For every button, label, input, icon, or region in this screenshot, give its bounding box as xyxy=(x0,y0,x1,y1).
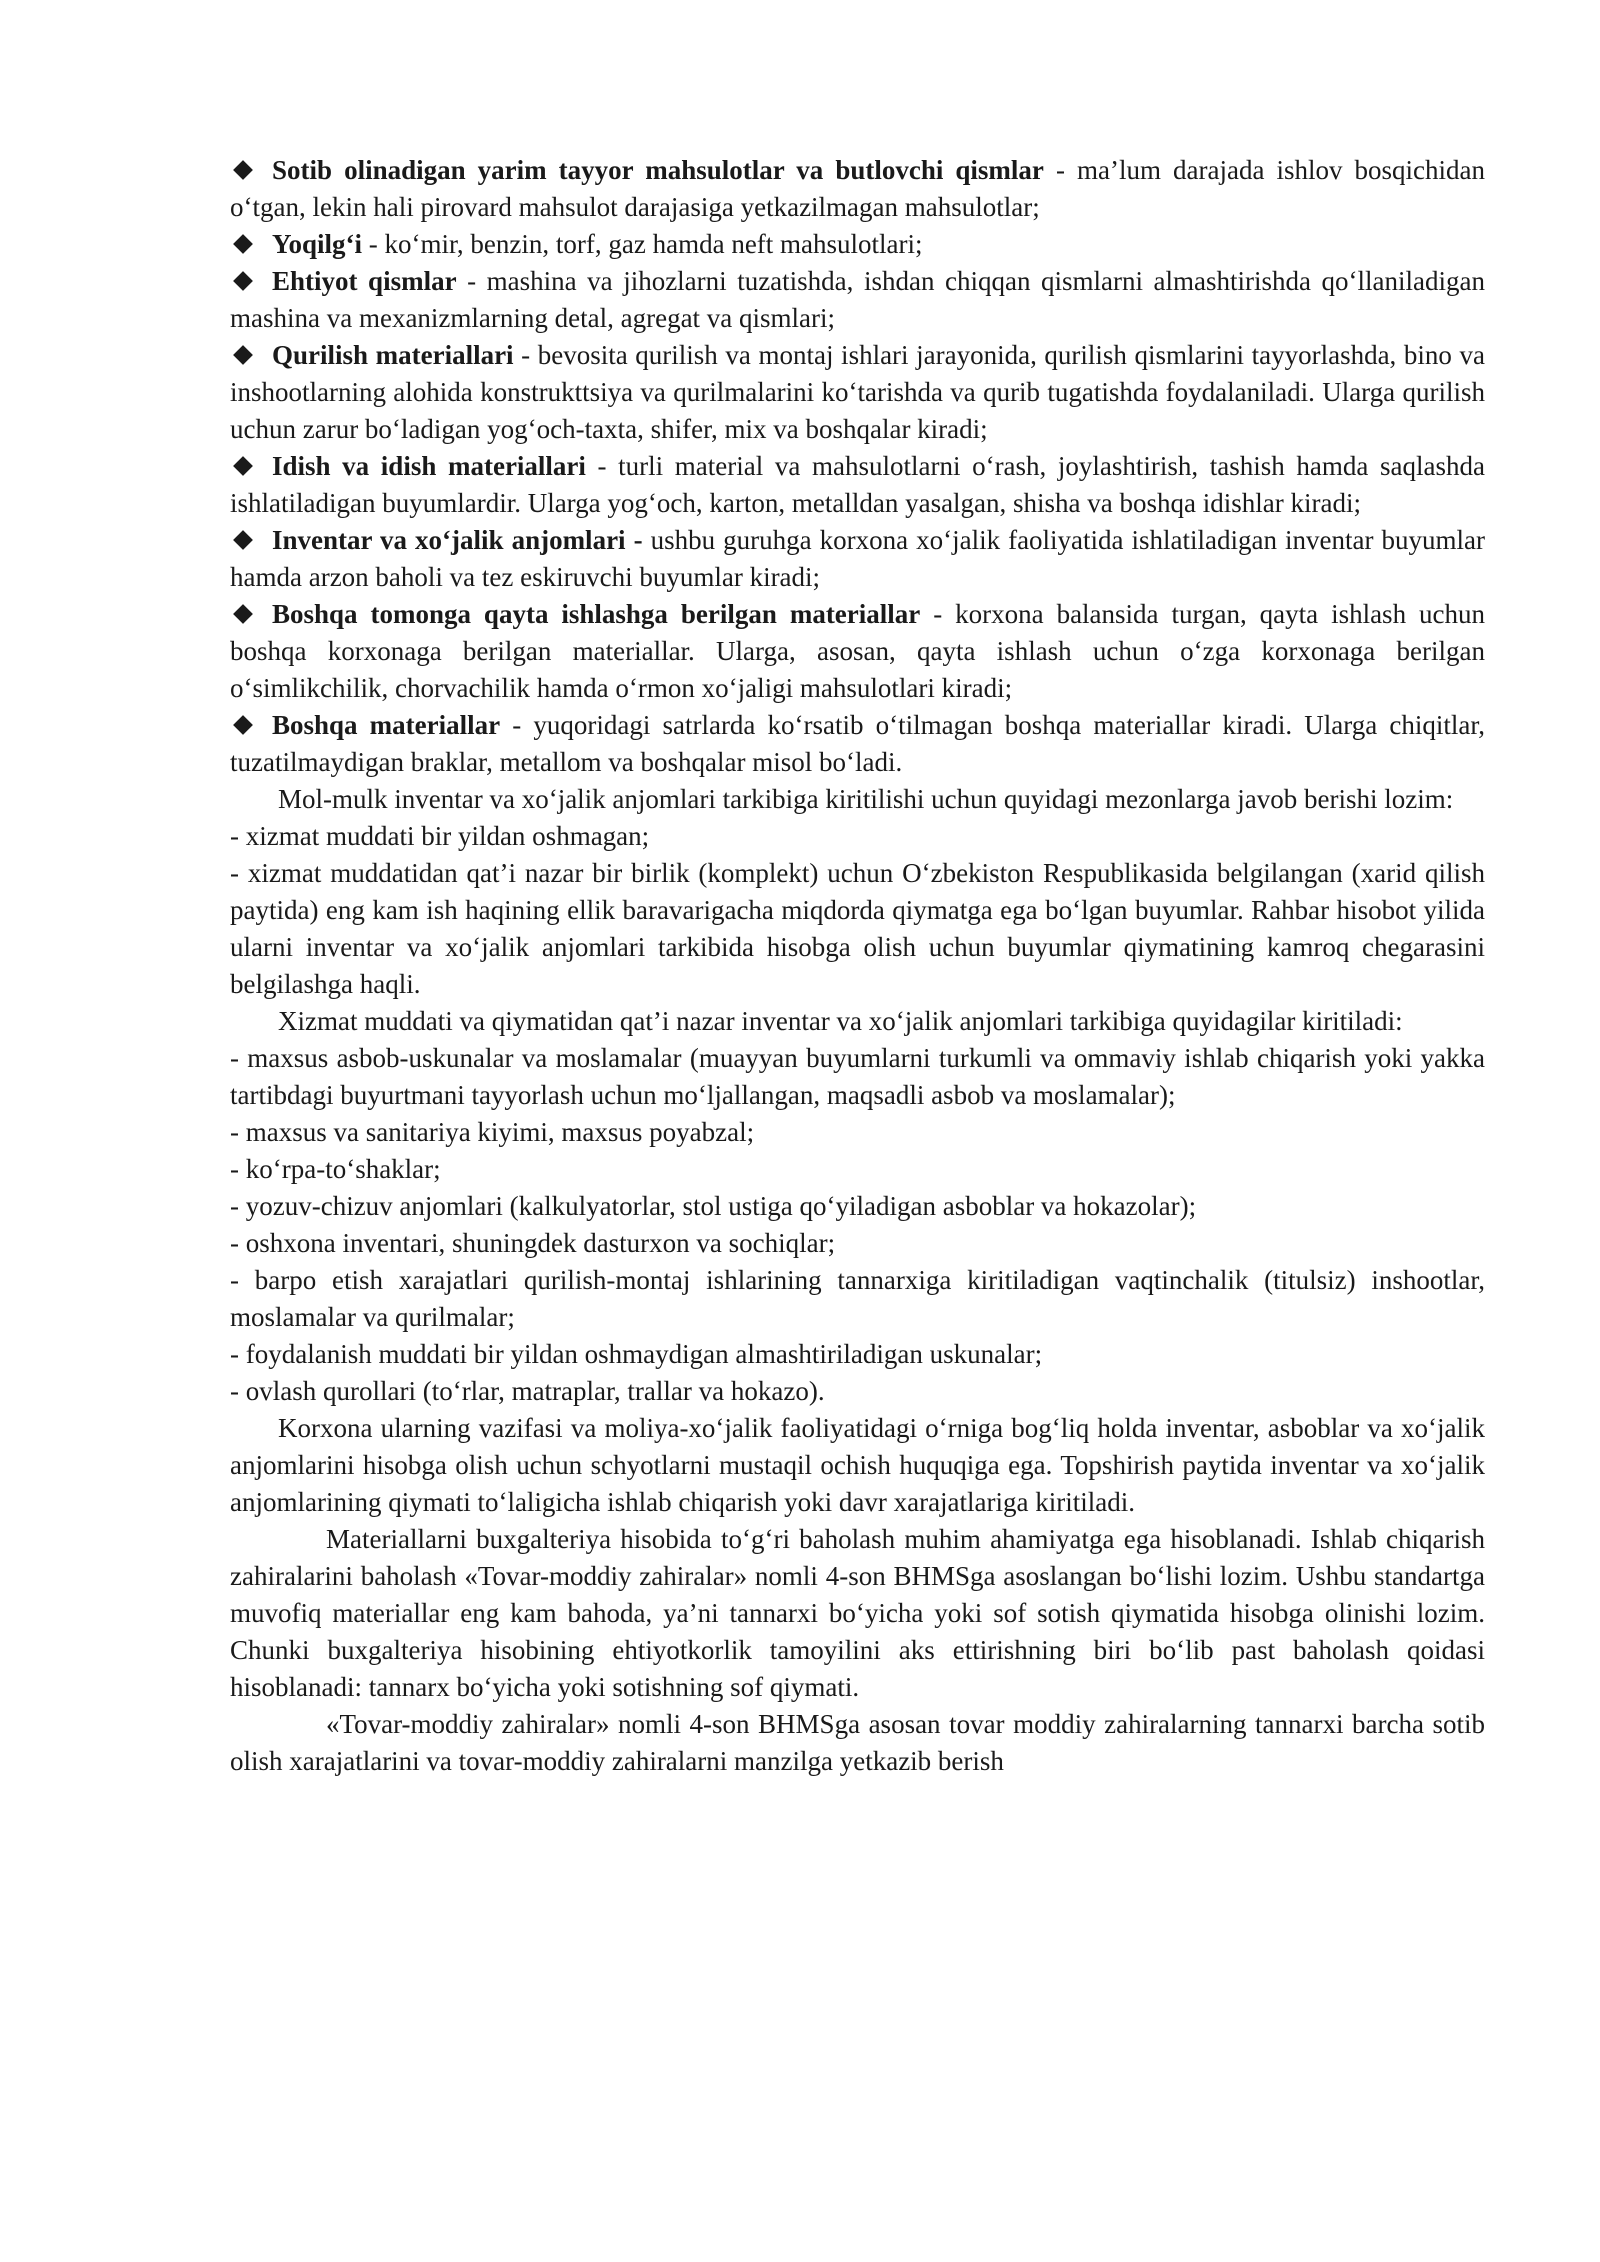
bullet-text: - turli material va mahsulotlarni o‘rash, joylashtirish, tashish hamda saqlashda ishlatiladigan buyumlardir. Ularga yog‘och, karton, metalldan yasalgan, shisha va boshqa idishlar kiradi; xyxy=(230,451,1485,518)
bullet-text: - bevosita qurilish va montaj ishlari jarayonida, qurilish qismlarini tayyorlashda, bino va inshootlarning alohida konstrukttsiya va qurilmalarini ko‘tarishda va qurib tugatishda foydalaniladi. Ularga qurilish uchun zarur bo‘ladigan yog‘och-taxta, shifer, mix va boshqalar kiradi; xyxy=(230,340,1485,444)
diamond-bullet-icon xyxy=(233,715,253,735)
diamond-bullet-icon xyxy=(233,456,253,476)
paragraph-tovar: «Tovar-moddiy zahiralar» nomli 4-son BHMSga asosan tovar moddiy zahiralarning tannarxi barcha sotib olish xarajatlarini va tovar-moddiy zahiralarni manzilga yetkazib berish xyxy=(230,1709,1485,1776)
bullet-term: Yoqilg‘i xyxy=(272,229,363,259)
bullet-item xyxy=(230,707,1485,781)
bullet-item xyxy=(230,263,1485,337)
bullet-term: Idish va idish materiallari xyxy=(272,451,586,481)
bullet-item xyxy=(230,226,1485,263)
bullet-text: - mashina va jihozlarni tuzatishda, ishdan chiqqan qismlarni almashtirishda qo‘llaniladigan mashina va mexanizmlarning detal, agregat va qismlari; xyxy=(230,266,1485,333)
bullet-item xyxy=(230,522,1485,596)
diamond-bullet-icon xyxy=(233,234,253,254)
paragraph-korxona: Korxona ularning vazifasi va moliya-xo‘jalik faoliyatidagi o‘rniga bog‘liq holda inventar, asboblar va xo‘jalik anjomlarini hisobga olish uchun schyotlarni mustaqil ochish huquqiga ega. Topshirish paytida inventar va xo‘jalik anjomlarining qiymati to‘laligicha ishlab chiqarish yoki davr xarajatlariga kiritiladi. xyxy=(230,1413,1485,1517)
bullet-term: Sotib olinadigan yarim tayyor mahsulotlar va butlovchi qismlar xyxy=(272,155,1044,185)
diamond-bullet-icon xyxy=(233,530,253,550)
diamond-bullet-icon xyxy=(233,345,253,365)
bullet-text: - yuqoridagi satrlarda ko‘rsatib o‘tilmagan boshqa materiallar kiradi. Ularga chiqitlar, tuzatilmaydigan braklar, metallom va boshqalar misol bo‘ladi. xyxy=(230,710,1485,777)
bullet-text: ushbu guruhga korxona xo‘jalik faoliyatida ishlatiladigan inventar buyumlar hamda arzon baholi va tez eskiruvchi buyumlar kiradi; xyxy=(230,525,1485,592)
list-item: - barpo etish xarajatlari qurilish-montaj ishlarining tannarxiga kiritiladigan vaqtinchalik (titulsiz) inshootlar, moslamalar va qurilmalar; xyxy=(230,1265,1485,1332)
list-item: - maxsus asbob-uskunalar va moslamalar (muayyan buyumlarni turkumli va ommaviy ishlab chiqarish yoki yakka tartibdagi buyurtmani tayyorlash uchun mo‘ljallangan, maqsadli asbob va moslamalar); xyxy=(230,1043,1485,1110)
criteria-item: - xizmat muddati bir yildan oshmagan; xyxy=(230,821,650,851)
list-item: - yozuv-chizuv anjomlari (kalkulyatorlar, stol ustiga qo‘yiladigan asboblar va hokazolar); xyxy=(230,1191,1197,1221)
diamond-bullet-icon xyxy=(233,604,253,624)
diamond-bullet-icon xyxy=(233,160,253,180)
paragraph-molmulk: Mol-mulk inventar va xo‘jalik anjomlari tarkibiga kiritilishi uchun quyidagi mezonlarga javob berishi lozim: xyxy=(278,784,1454,814)
bullet-term: Inventar va xo‘jalik anjomlari - xyxy=(272,525,643,555)
list-item: - maxsus va sanitariya kiyimi, maxsus poyabzal; xyxy=(230,1117,755,1147)
diamond-bullet-icon xyxy=(233,271,253,291)
bullet-item xyxy=(230,448,1485,522)
paragraph-baholash: Materiallarni buxgalteriya hisobida to‘g‘ri baholash muhim ahamiyatga ega hisoblanadi. Ishlab chiqarish zahiralarini baholash «Tovar-moddiy zahiralar» nomli 4-son BHMSga asoslangan bo‘lishi lozim. Ushbu standartga muvofiq materiallar eng kam bahoda, ya’ni tannarxi bo‘yicha yoki sof sotish qiymatida hisobga olinishi lozim. Chunki buxgalteriya hisobining ehtiyotkorlik tamoyilini aks ettirishning biri bo‘lib past baholash qoidasi hisoblanadi: tannarx bo‘yicha yoki sotishning sof qiymati. xyxy=(230,1524,1485,1702)
paragraph-xizmat: Xizmat muddati va qiymatidan qat’i nazar inventar va xo‘jalik anjomlari tarkibiga quyidagilar kiritiladi: xyxy=(278,1006,1403,1036)
document-page xyxy=(230,152,1485,1780)
bullet-text: - ko‘mir, benzin, torf, gaz hamda neft mahsulotlari; xyxy=(362,229,923,259)
bullet-text: - korxona balansida turgan, qayta ishlash uchun boshqa korxonaga berilgan materiallar. Ularga, asosan, qayta ishlash uchun o‘zga korxonaga berilgan o‘simlikchilik, chorvachilik hamda o‘rmon xo‘jaligi mahsulotlari kiradi; xyxy=(230,599,1485,703)
list-item: - ovlash qurollari (to‘rlar, matraplar, trallar va hokazo). xyxy=(230,1376,825,1406)
criteria-item: - xizmat muddatidan qat’i nazar bir birlik (komplekt) uchun O‘zbekiston Respublikasida belgilangan (xarid qilish paytida) eng kam ish haqining ellik baravarigacha miqdorda qiymatga ega bo‘lgan buyumlar. Rahbar hisobot yilida ularni inventar va xo‘jalik anjomlari tarkibida hisobga olish uchun buyumlar qiymatining kamroq chegarasini belgilashga haqli. xyxy=(230,858,1485,999)
list-item: - ko‘rpa-to‘shaklar; xyxy=(230,1154,441,1184)
bullet-term: Qurilish materiallari xyxy=(272,340,514,370)
bullet-item xyxy=(230,596,1485,707)
bullet-term: Ehtiyot qismlar xyxy=(272,266,457,296)
bullet-item xyxy=(230,337,1485,448)
list-item: - oshxona inventari, shuningdek dasturxon va sochiqlar; xyxy=(230,1228,836,1258)
list-item: - foydalanish muddati bir yildan oshmaydigan almashtiriladigan uskunalar; xyxy=(230,1339,1043,1369)
bullet-term: Boshqa tomonga qayta ishlashga berilgan materiallar xyxy=(272,599,921,629)
bullet-text: - ma’lum darajada ishlov bosqichidan o‘tgan, lekin hali pirovard mahsulot darajasiga yetkazilmagan mahsulotlar; xyxy=(230,155,1486,222)
bullet-item xyxy=(230,152,1485,226)
bullet-term: Boshqa materiallar xyxy=(272,710,501,740)
